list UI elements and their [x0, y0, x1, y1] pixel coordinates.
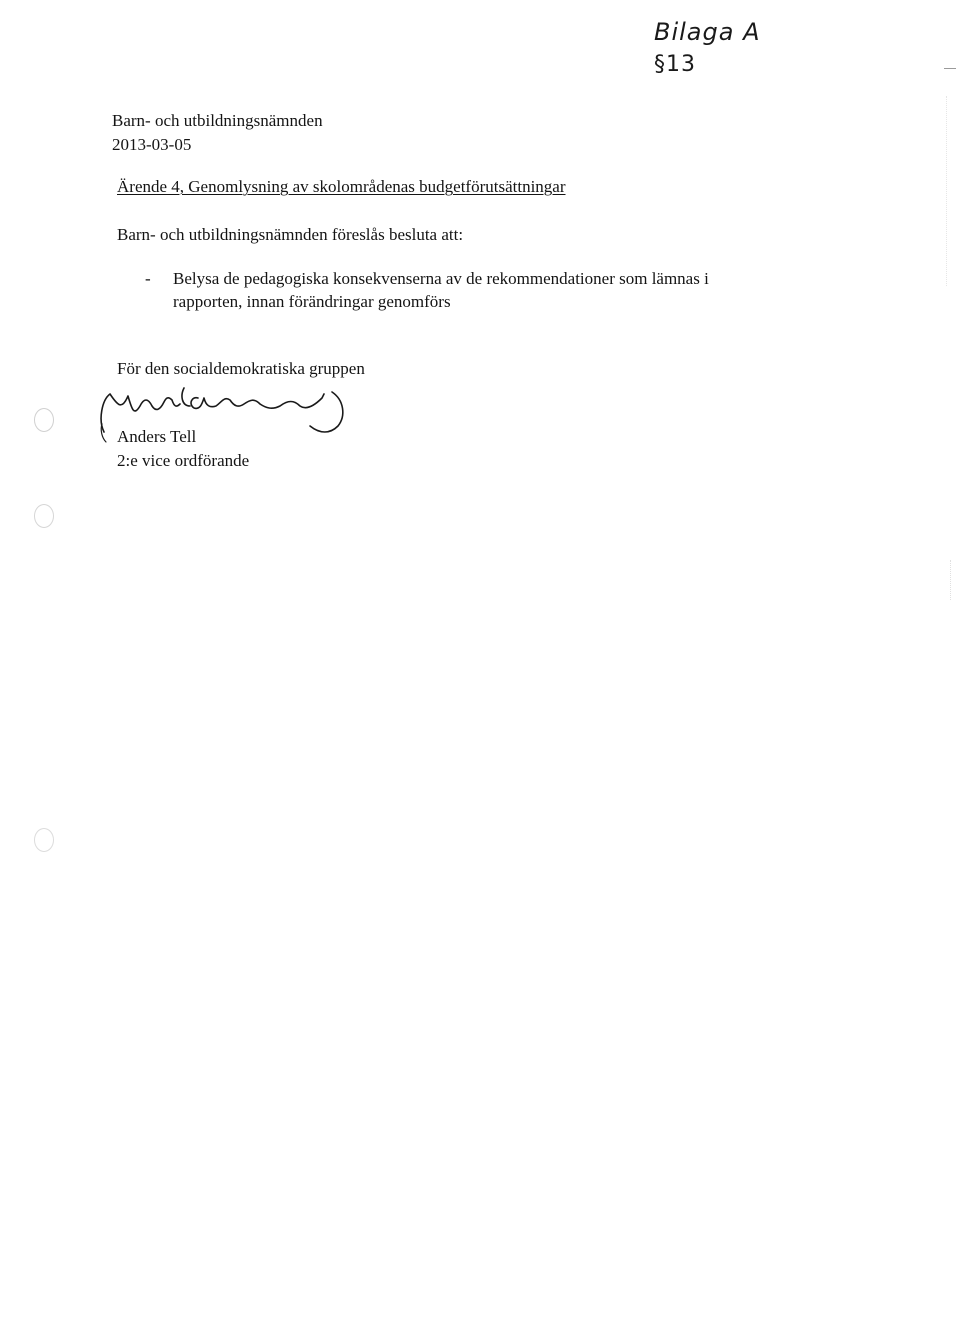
punch-hole-mark-top	[34, 408, 54, 432]
bullet-text-line-1: Belysa de pedagogiska konsekvenserna av de rekommendationer som lämnas i	[173, 269, 709, 288]
signoff-role: 2:e vice ordförande	[117, 451, 250, 470]
punch-hole-mark-bottom	[34, 828, 54, 852]
header-organization: Barn- och utbildningsnämnden	[112, 111, 323, 130]
header-date: 2013-03-05	[112, 135, 192, 154]
signoff-name: Anders Tell	[117, 427, 197, 446]
handwritten-annotation-paragraph: §13	[654, 52, 696, 77]
handwritten-annotation-bilaga: Bilaga A	[654, 18, 761, 46]
right-edge-speckle-lower	[950, 560, 951, 600]
bullet-text-line-2: rapporten, innan förändringar genomförs	[173, 292, 451, 311]
subject-title: Ärende 4, Genomlysning av skolområdenas budgetförutsättningar	[117, 177, 566, 196]
proposal-intro: Barn- och utbildningsnämnden föreslås besluta att:	[117, 225, 464, 244]
right-edge-speckle	[946, 96, 947, 286]
punch-hole-mark-middle	[34, 504, 54, 528]
scan-edge-mark	[944, 68, 956, 69]
signoff-group: För den socialdemokratiska gruppen	[117, 359, 365, 378]
bullet-marker: -	[145, 269, 151, 288]
